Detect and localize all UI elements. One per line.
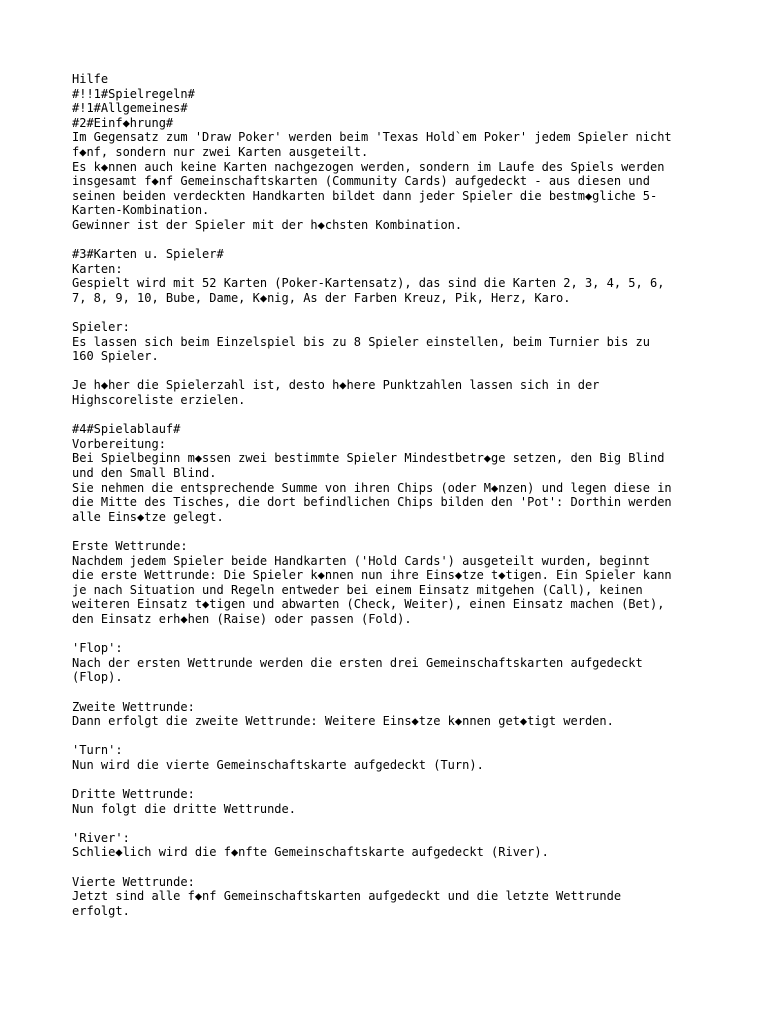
text-line: Gespielt wird mit 52 Karten (Poker-Kartensatz), das sind die Karten 2, 3, 4, 5, 6, — [72, 276, 665, 291]
paragraph-gap — [72, 306, 732, 321]
text-line: f◆nf, sondern nur zwei Karten ausgeteilt. — [72, 144, 369, 159]
text-line: #3#Karten u. Spieler# — [72, 247, 224, 262]
text-line: Es lassen sich beim Einzelspiel bis zu 8 Spieler einstellen, beim Turnier bis zu — [72, 334, 650, 349]
text-line: Schlie◆lich wird die f◆nfte Gemeinschaftskarte aufgedeckt (River). — [72, 845, 549, 860]
text-line: Je h◆her die Spielerzahl ist, desto h◆here Punktzahlen lassen sich in der — [72, 378, 600, 393]
text-line: Spieler: — [72, 320, 130, 335]
text-line: Bei Spielbeginn m◆ssen zwei bestimmte Spieler Mindestbetr◆ge setzen, den Big Blind — [72, 451, 665, 466]
text-line: erfolgt. — [72, 903, 130, 918]
text-line: 160 Spieler. — [72, 349, 159, 364]
text-line: Nach der ersten Wettrunde werden die ersten drei Gemeinschaftskarten aufgedeckt — [72, 655, 643, 670]
text-line: Zweite Wettrunde: — [72, 699, 195, 714]
text-line: Erste Wettrunde: — [72, 539, 188, 553]
text-line: seinen beiden verdeckten Handkarten bildet dann jeder Spieler die bestm◆gliche 5- — [72, 188, 658, 203]
text-line: Nachdem jedem Spieler beide Handkarten ('Hold Cards') ausgeteilt wurden, beginnt — [72, 553, 650, 568]
help-document — [72, 72, 732, 918]
paragraph-gap — [72, 408, 732, 423]
text-line: 'Flop': — [72, 641, 123, 656]
text-line: Dritte Wettrunde: — [72, 787, 195, 802]
text-line: Jetzt sind alle f◆nf Gemeinschaftskarten aufgedeckt und die letzte Wettrunde — [72, 889, 622, 904]
paragraph-gap — [72, 685, 732, 700]
paragraph-gap — [72, 729, 732, 744]
text-line: Karten-Kombination. — [72, 203, 210, 218]
text-line: Vierte Wettrunde: — [72, 874, 195, 889]
text-line: Nun folgt die dritte Wettrunde. — [72, 801, 296, 816]
paragraph-gap — [72, 816, 732, 831]
text-line: 'River': — [72, 830, 130, 845]
text-line: Nun wird die vierte Gemeinschaftskarte aufgedeckt (Turn). — [72, 757, 484, 772]
text-line: den Einsatz erh◆hen (Raise) oder passen (Fold). — [72, 611, 412, 626]
text-line: Highscoreliste erzielen. — [72, 393, 246, 408]
text-line: je nach Situation und Regeln entweder bei einem Einsatz mitgehen (Call), keinen — [72, 582, 643, 597]
text-line: 'Turn': — [72, 743, 123, 758]
text-line: #4#Spielablauf# — [72, 422, 181, 437]
text-line: Gewinner ist der Spieler mit der h◆chsten Kombination. — [72, 217, 463, 232]
text-line: alle Eins◆tze gelegt. — [72, 509, 224, 524]
text-line: die Mitte des Tisches, die dort befindlichen Chips bilden den 'Pot': Dorthin werden — [72, 495, 672, 510]
text-line: Sie nehmen die entsprechende Summe von ihren Chips (oder M◆nzen) und legen diese in — [72, 480, 672, 495]
text-line: weiteren Einsatz t◆tigen und abwarten (Check, Weiter), einen Einsatz machen (Bet), — [72, 597, 665, 612]
text-line: und den Small Blind. — [72, 466, 217, 481]
text-line: Vorbereitung: — [72, 436, 166, 451]
text-line: die erste Wettrunde: Die Spieler k◆nnen nun ihre Eins◆tze t◆tigen. Ein Spieler kann — [72, 568, 672, 583]
text-line: Dann erfolgt die zweite Wettrunde: Weitere Eins◆tze k◆nnen get◆tigt werden. — [72, 714, 614, 729]
text-line: (Flop). — [72, 670, 123, 685]
text-line: #!!1#Spielregeln# — [72, 86, 195, 101]
paragraph-gap — [72, 860, 732, 875]
text-line: insgesamt f◆nf Gemeinschaftskarten (Community Cards) aufgedeckt - aus diesen und — [72, 174, 650, 189]
paragraph-gap — [72, 524, 732, 539]
paragraph-gap — [72, 627, 732, 642]
text-line: Im Gegensatz zum 'Draw Poker' werden beim 'Texas Hold`em Poker' jedem Spieler nicht — [72, 130, 672, 145]
text-line: Hilfe — [72, 72, 109, 86]
text-line: #!1#Allgemeines# — [72, 101, 188, 116]
paragraph-gap — [72, 773, 732, 788]
text-line: 7, 8, 9, 10, Bube, Dame, K◆nig, As der Farben Kreuz, Pik, Herz, Karo. — [72, 290, 571, 305]
paragraph-gap — [72, 233, 732, 248]
paragraph-gap — [72, 364, 732, 379]
text-line: #2#Einf◆hrung# — [72, 115, 174, 130]
text-line: Karten: — [72, 261, 123, 276]
text-line: Es k◆nnen auch keine Karten nachgezogen werden, sondern im Laufe des Spiels werden — [72, 159, 665, 174]
